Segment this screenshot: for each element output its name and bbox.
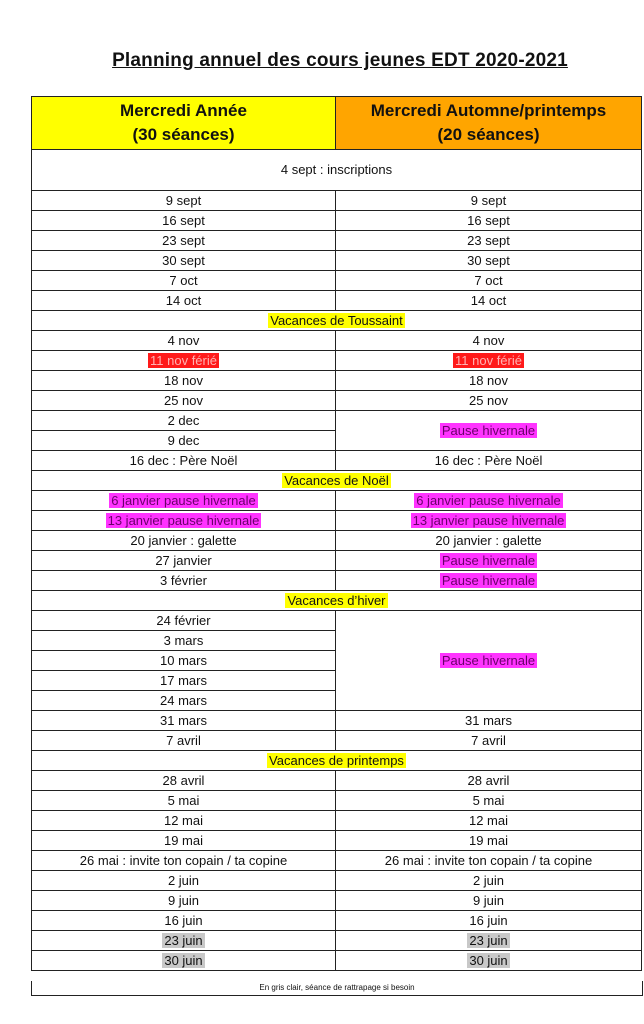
holiday-cell xyxy=(336,351,642,371)
makeup-label: 23 juin xyxy=(469,933,508,948)
date-cell: 3 mars xyxy=(32,631,336,651)
vacation-row xyxy=(32,591,642,611)
table-row xyxy=(32,150,642,191)
table-row xyxy=(32,511,642,531)
vacation-label: Vacances de printemps xyxy=(269,753,404,768)
table-row xyxy=(32,731,642,751)
table-row xyxy=(32,351,642,371)
column-header-line: Mercredi Année xyxy=(120,101,247,120)
vacation-row xyxy=(32,311,642,331)
holiday-label: 11 nov férié xyxy=(455,353,522,368)
table-row xyxy=(32,231,642,251)
makeup-label: 23 juin xyxy=(164,933,203,948)
date-cell: 19 mai xyxy=(32,831,336,851)
date-cell: 16 dec : Père Noël xyxy=(32,451,336,471)
table-row xyxy=(32,811,642,831)
table-row xyxy=(32,211,642,231)
vacation-cell xyxy=(32,751,642,771)
date-cell: 24 mars xyxy=(32,691,336,711)
table-row xyxy=(32,411,642,431)
pause-label: 6 janvier pause hivernale xyxy=(111,493,256,508)
column-header-line: Mercredi Automne/printemps xyxy=(370,101,607,120)
date-cell: 12 mai xyxy=(336,811,642,831)
vacation-row xyxy=(32,471,642,491)
table-row xyxy=(32,331,642,351)
table-row xyxy=(32,571,642,591)
table-row xyxy=(32,551,642,571)
table-row xyxy=(32,611,642,631)
date-cell: 9 juin xyxy=(32,891,336,911)
table-row xyxy=(32,531,642,551)
makeup-label: 30 juin xyxy=(164,953,203,968)
table-row xyxy=(32,371,642,391)
date-cell: 12 mai xyxy=(32,811,336,831)
date-cell: 28 avril xyxy=(32,771,336,791)
date-cell: 14 oct xyxy=(336,291,642,311)
table-row xyxy=(32,771,642,791)
pause-cell xyxy=(336,511,642,531)
date-cell: 16 juin xyxy=(32,911,336,931)
column-header-line: (20 séances) xyxy=(437,125,540,144)
table-row xyxy=(32,931,642,951)
date-cell: 28 avril xyxy=(336,771,642,791)
date-cell: 9 sept xyxy=(336,191,642,211)
pause-cell xyxy=(336,411,642,451)
date-cell: 25 nov xyxy=(336,391,642,411)
table-row xyxy=(32,251,642,271)
pause-label: 13 janvier pause hivernale xyxy=(107,513,260,528)
makeup-cell xyxy=(32,931,336,951)
column-header-annee xyxy=(32,97,336,150)
makeup-cell xyxy=(336,951,642,971)
table-row xyxy=(32,451,642,471)
date-cell: 9 dec xyxy=(32,431,336,451)
date-cell: 3 février xyxy=(32,571,336,591)
vacation-row xyxy=(32,751,642,771)
holiday-label: 11 nov férié xyxy=(150,353,217,368)
table-row xyxy=(32,291,642,311)
vacation-label: Vacances d’hiver xyxy=(287,593,386,608)
date-cell: 5 mai xyxy=(32,791,336,811)
makeup-label: 30 juin xyxy=(469,953,508,968)
date-cell: 9 sept xyxy=(32,191,336,211)
vacation-label: Vacances de Noël xyxy=(284,473,389,488)
planning-table xyxy=(31,96,642,971)
footnote: En gris clair, séance de rattrapage si besoin xyxy=(31,981,643,996)
date-cell: 7 oct xyxy=(32,271,336,291)
date-cell: 2 juin xyxy=(32,871,336,891)
column-header-automne-printemps xyxy=(336,97,642,150)
date-cell: 2 juin xyxy=(336,871,642,891)
pause-cell xyxy=(336,551,642,571)
pause-cell xyxy=(336,491,642,511)
date-cell: 25 nov xyxy=(32,391,336,411)
date-cell: 9 juin xyxy=(336,891,642,911)
date-cell: 23 sept xyxy=(32,231,336,251)
date-cell: 24 février xyxy=(32,611,336,631)
column-header-line: (30 séances) xyxy=(132,125,235,144)
date-cell: 16 sept xyxy=(336,211,642,231)
vacation-cell xyxy=(32,311,642,331)
table-row xyxy=(32,891,642,911)
date-cell: 31 mars xyxy=(32,711,336,731)
table-row xyxy=(32,851,642,871)
date-cell: 10 mars xyxy=(32,651,336,671)
vacation-cell xyxy=(32,471,642,491)
table-row xyxy=(32,491,642,511)
date-cell: 30 sept xyxy=(32,251,336,271)
date-cell: 7 avril xyxy=(32,731,336,751)
date-cell: 7 oct xyxy=(336,271,642,291)
date-cell: 7 avril xyxy=(336,731,642,751)
date-cell: 18 nov xyxy=(336,371,642,391)
table-row xyxy=(32,271,642,291)
pause-cell xyxy=(336,571,642,591)
date-cell: 5 mai xyxy=(336,791,642,811)
inscriptions-cell: 4 sept : inscriptions xyxy=(32,150,642,191)
pause-label: Pause hivernale xyxy=(441,423,536,438)
date-cell: 27 janvier xyxy=(32,551,336,571)
date-cell: 2 dec xyxy=(32,411,336,431)
date-cell: 17 mars xyxy=(32,671,336,691)
page-title: Planning annuel des cours jeunes EDT 2020-2021 xyxy=(112,50,568,71)
header-row xyxy=(32,97,642,150)
pause-label: Pause hivernale xyxy=(441,553,536,568)
pause-cell xyxy=(32,511,336,531)
date-cell: 18 nov xyxy=(32,371,336,391)
vacation-cell xyxy=(32,591,642,611)
date-cell: 30 sept xyxy=(336,251,642,271)
pause-cell xyxy=(336,611,642,711)
table-row xyxy=(32,391,642,411)
pause-label: 6 janvier pause hivernale xyxy=(416,493,561,508)
table-row xyxy=(32,911,642,931)
date-cell: 16 dec : Père Noël xyxy=(336,451,642,471)
date-cell: 14 oct xyxy=(32,291,336,311)
date-cell: 16 juin xyxy=(336,911,642,931)
date-cell: 20 janvier : galette xyxy=(32,531,336,551)
date-cell: 19 mai xyxy=(336,831,642,851)
pause-cell xyxy=(32,491,336,511)
date-cell: 31 mars xyxy=(336,711,642,731)
table-row xyxy=(32,711,642,731)
date-cell: 4 nov xyxy=(32,331,336,351)
date-cell: 26 mai : invite ton copain / ta copine xyxy=(336,851,642,871)
makeup-cell xyxy=(336,931,642,951)
holiday-cell xyxy=(32,351,336,371)
pause-label: 13 janvier pause hivernale xyxy=(412,513,565,528)
date-cell: 26 mai : invite ton copain / ta copine xyxy=(32,851,336,871)
table-row xyxy=(32,951,642,971)
vacation-label: Vacances de Toussaint xyxy=(270,313,403,328)
table-row xyxy=(32,831,642,851)
date-cell: 20 janvier : galette xyxy=(336,531,642,551)
table-row xyxy=(32,791,642,811)
date-cell: 23 sept xyxy=(336,231,642,251)
date-cell: 16 sept xyxy=(32,211,336,231)
table-row xyxy=(32,871,642,891)
pause-label: Pause hivernale xyxy=(441,653,536,668)
date-cell: 4 nov xyxy=(336,331,642,351)
makeup-cell xyxy=(32,951,336,971)
table-row xyxy=(32,191,642,211)
pause-label: Pause hivernale xyxy=(441,573,536,588)
